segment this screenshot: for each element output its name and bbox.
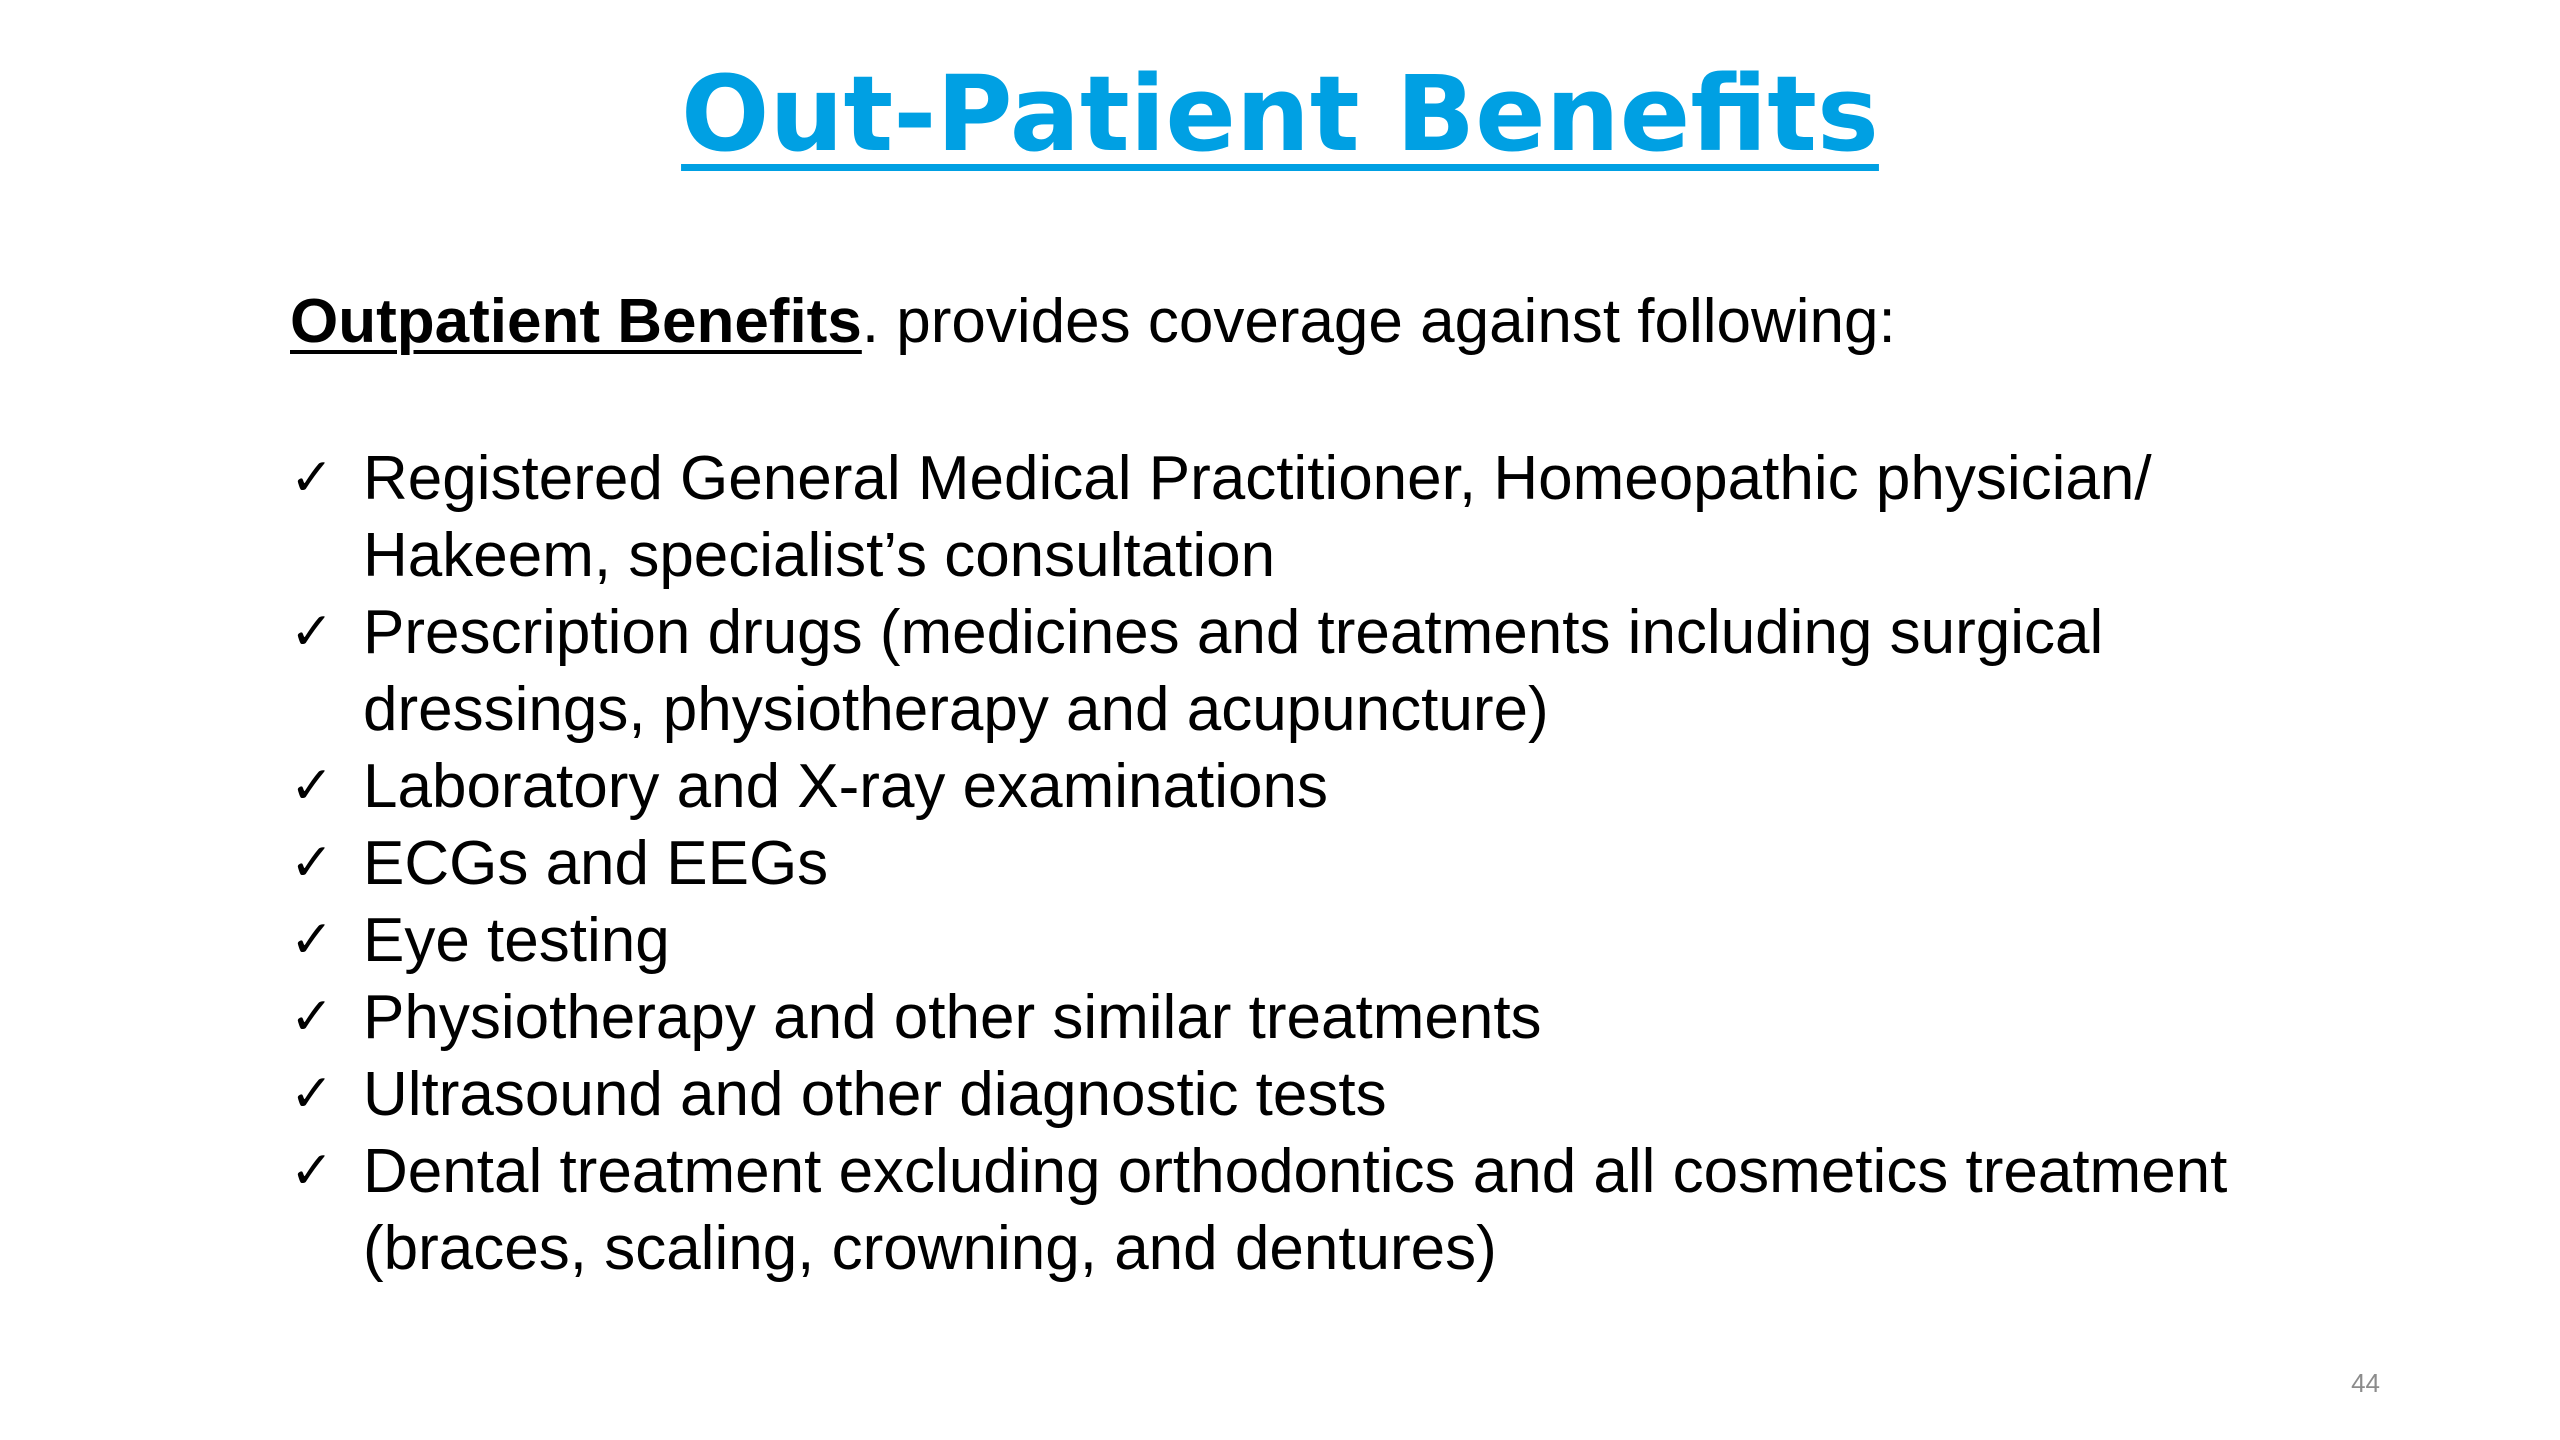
check-icon: ✓ — [290, 833, 334, 893]
list-item — [290, 979, 2350, 1056]
check-icon: ✓ — [290, 910, 334, 970]
check-icon: ✓ — [290, 1064, 334, 1124]
list-item-text: Registered General Medical Practitioner, Homeopathic physician/ Hakeem, specialist’s consultation — [363, 444, 2152, 590]
list-item-text: Laboratory and X-ray examinations — [363, 752, 1328, 821]
slide-title-text: Out-Patient Benefits — [681, 53, 1879, 175]
list-item-text: ECGs and EEGs — [363, 829, 829, 898]
check-icon: ✓ — [290, 987, 334, 1047]
list-item — [290, 440, 2350, 594]
list-item — [290, 825, 2350, 902]
list-item-text: Eye testing — [363, 906, 670, 975]
list-item-text: Prescription drugs (medicines and treatments including surgical dressings, physiotherapy and acupuncture) — [363, 598, 2104, 744]
list-item-text: Ultrasound and other diagnostic tests — [363, 1060, 1387, 1129]
list-item-text: Physiotherapy and other similar treatments — [363, 983, 1542, 1052]
list-item-text: Dental treatment excluding orthodontics and all cosmetics treatment (braces, scaling, crowning, and dentures) — [363, 1137, 2228, 1283]
check-icon: ✓ — [290, 1141, 334, 1201]
list-item — [290, 1056, 2350, 1133]
check-icon: ✓ — [290, 756, 334, 816]
check-icon: ✓ — [290, 602, 334, 662]
benefit-list — [290, 440, 2350, 1287]
page-number: 44 — [2351, 1368, 2380, 1398]
intro-line — [290, 282, 1896, 362]
intro-lead: Outpatient Benefits — [290, 287, 862, 356]
check-icon: ✓ — [290, 448, 334, 508]
intro-rest: . provides coverage against following: — [861, 287, 1896, 356]
list-item — [290, 902, 2350, 979]
list-item — [290, 1133, 2350, 1287]
list-item — [290, 594, 2350, 748]
slide-title — [0, 52, 2560, 176]
list-item — [290, 748, 2350, 825]
